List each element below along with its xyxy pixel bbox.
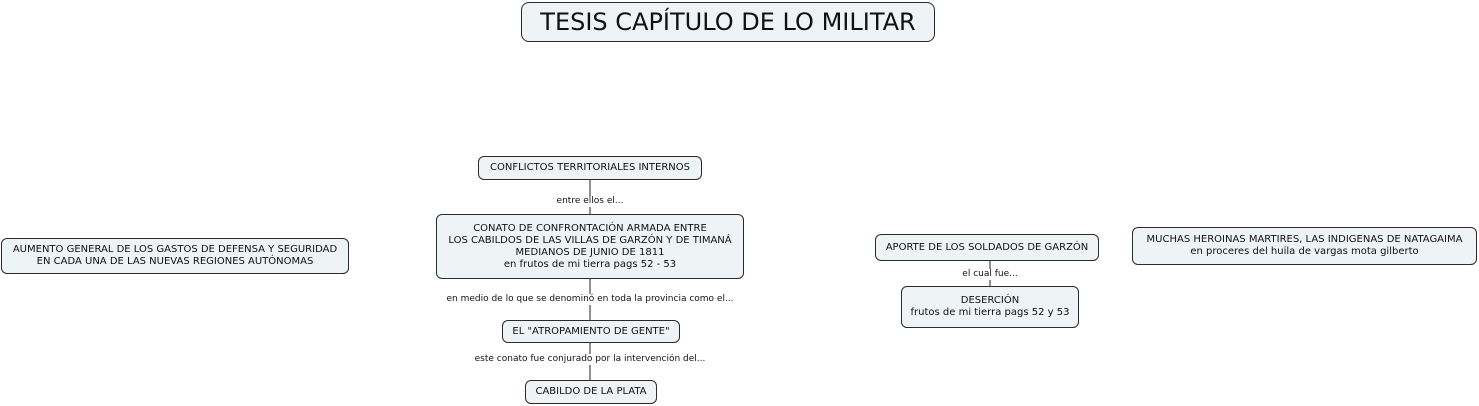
node-cabildo-la-plata[interactable] bbox=[525, 380, 657, 404]
node-aumento-line-1: AUMENTO GENERAL DE LOS GASTOS DE DEFENSA Y SEGURIDAD bbox=[12, 244, 338, 255]
node-conato-line-1: CONATO DE CONFRONTACIÓN ARMADA ENTRE bbox=[473, 222, 707, 234]
node-atropamiento-label: EL "ATROPAMIENTO DE GENTE" bbox=[512, 325, 670, 337]
node-cabildo-label: CABILDO DE LA PLATA bbox=[535, 386, 647, 397]
node-desercion[interactable] bbox=[901, 286, 1079, 328]
node-conflictos-territoriales[interactable] bbox=[478, 156, 702, 180]
map-title-text: TESIS CAPÍTULO DE LO MILITAR bbox=[540, 8, 916, 36]
node-aumento-line-2: EN CADA UNA DE LAS NUEVAS REGIONES AUTÓNOMAS bbox=[36, 256, 314, 267]
node-heroinas-line-1: MUCHAS HEROINAS MARTIRES, LAS INDIGENAS DE NATAGAIMA bbox=[1146, 234, 1463, 245]
node-heroinas-line-2: en proceres del huila de vargas mota gilberto bbox=[1190, 246, 1419, 257]
link-label-el-cual: el cual fue... bbox=[962, 269, 1018, 279]
link-label-en-medio: en medio de lo que se denominó en toda la provincia como el... bbox=[446, 294, 734, 304]
node-conflictos-label: CONFLICTOS TERRITORIALES INTERNOS bbox=[489, 162, 690, 173]
node-conato-line-2: LOS CABILDOS DE LAS VILLAS DE GARZÓN Y DE TIMANÁ bbox=[448, 234, 732, 246]
node-desercion-line-1: DESERCIÓN bbox=[960, 295, 1020, 306]
node-conato-line-3: MEDIANOS DE JUNIO DE 1811 bbox=[515, 246, 665, 258]
node-desercion-line-2: frutos de mi tierra pags 52 y 53 bbox=[910, 307, 1070, 318]
node-aumento-gastos[interactable] bbox=[1, 238, 349, 274]
node-aporte-soldados[interactable] bbox=[875, 234, 1099, 261]
node-heroinas-martires[interactable] bbox=[1132, 227, 1477, 265]
node-conato-confrontacion[interactable] bbox=[436, 214, 744, 279]
map-title[interactable] bbox=[521, 2, 935, 42]
link-label-este-conato: este conato fue conjurado por la intervención del... bbox=[474, 354, 706, 364]
node-atropamiento[interactable] bbox=[502, 320, 680, 343]
node-conato-line-4: en frutos de mi tierra pags 52 - 53 bbox=[503, 258, 677, 270]
link-label-entre-ellos: entre ellos el... bbox=[556, 196, 624, 206]
node-aporte-label: APORTE DE LOS SOLDADOS DE GARZÓN bbox=[885, 241, 1089, 253]
